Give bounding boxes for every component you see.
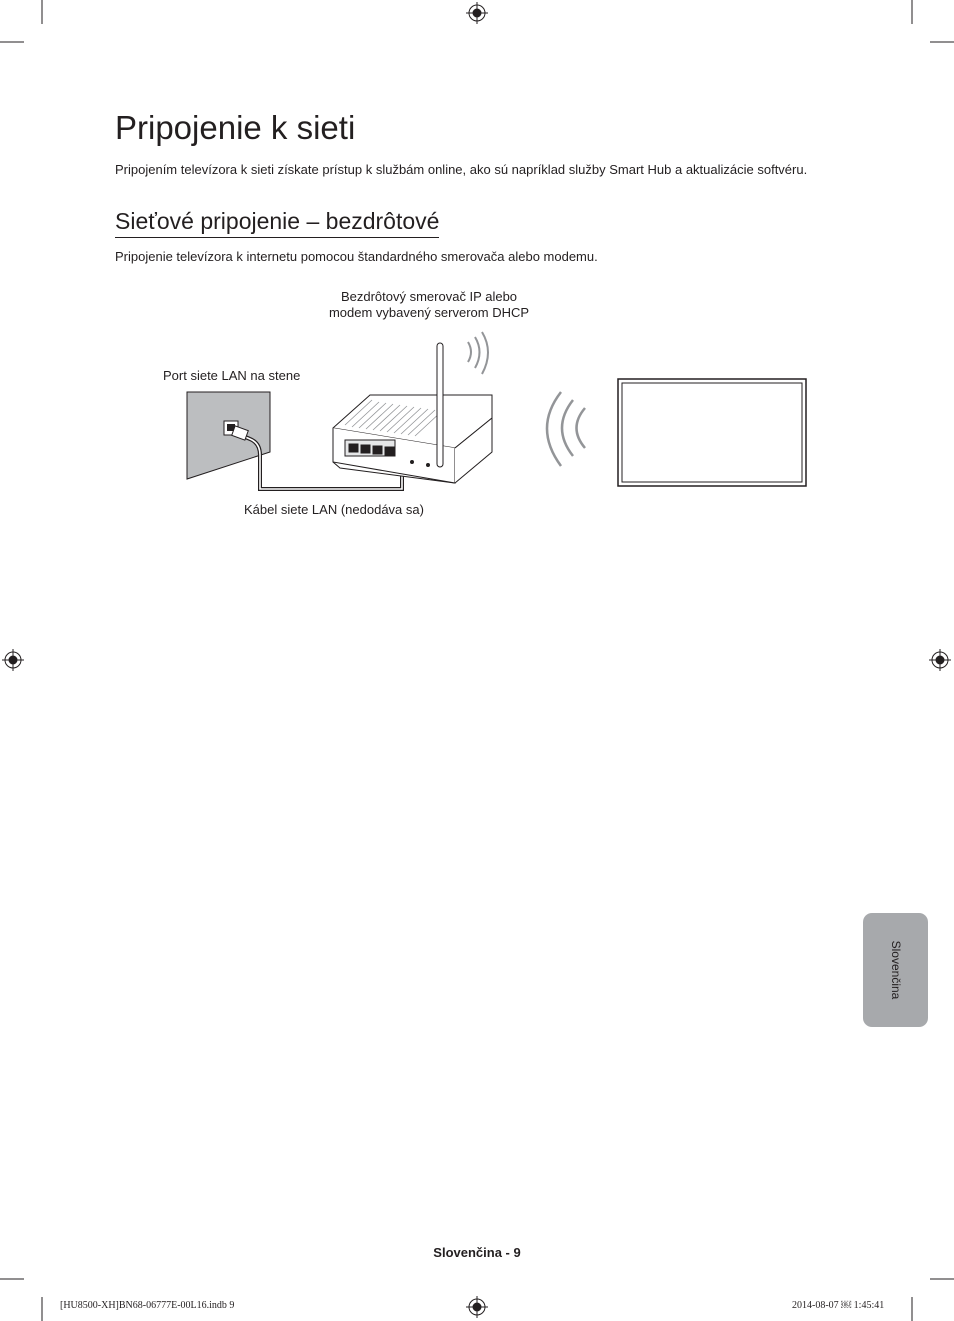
- intro-text: Pripojením televízora k sieti získate prístup k službám online, ako sú napríklad služby Smart Hub a aktualizácie softvéru.: [115, 162, 808, 177]
- wall-lan-port-icon: [187, 392, 270, 479]
- router-label: [300, 289, 558, 321]
- section-title: Sieťové pripojenie – bezdrôtové: [115, 206, 439, 238]
- language-tab-label: Slovenčina: [888, 940, 903, 1000]
- print-timestamp: 2014-08-07 ￼ 1:45:41: [792, 1300, 885, 1311]
- tv-signal-icon: [547, 392, 585, 466]
- page-title: Pripojenie k sieti: [115, 109, 356, 146]
- wireless-router-icon: [333, 343, 492, 483]
- cable-label: Kábel siete LAN (nedodáva sa): [244, 502, 424, 517]
- network-diagram: [0, 0, 954, 560]
- router-label-line1: Bezdrôtový smerovač IP alebo: [340, 289, 518, 304]
- wall-port-label: Port siete LAN na stene: [163, 368, 301, 383]
- print-file-info: [HU8500-XH]BN68-06777E-00L16.indb 9: [60, 1300, 235, 1311]
- router-label-line2: modem vybavený serverom DHCP: [328, 305, 530, 320]
- router-signal-icon: [468, 332, 488, 374]
- language-side-tab: [863, 913, 928, 1027]
- tv-icon: [618, 379, 806, 486]
- page-number: Slovenčina - 9: [433, 1245, 521, 1260]
- section-text: Pripojenie televízora k internetu pomocou štandardného smerovača alebo modemu.: [115, 249, 598, 264]
